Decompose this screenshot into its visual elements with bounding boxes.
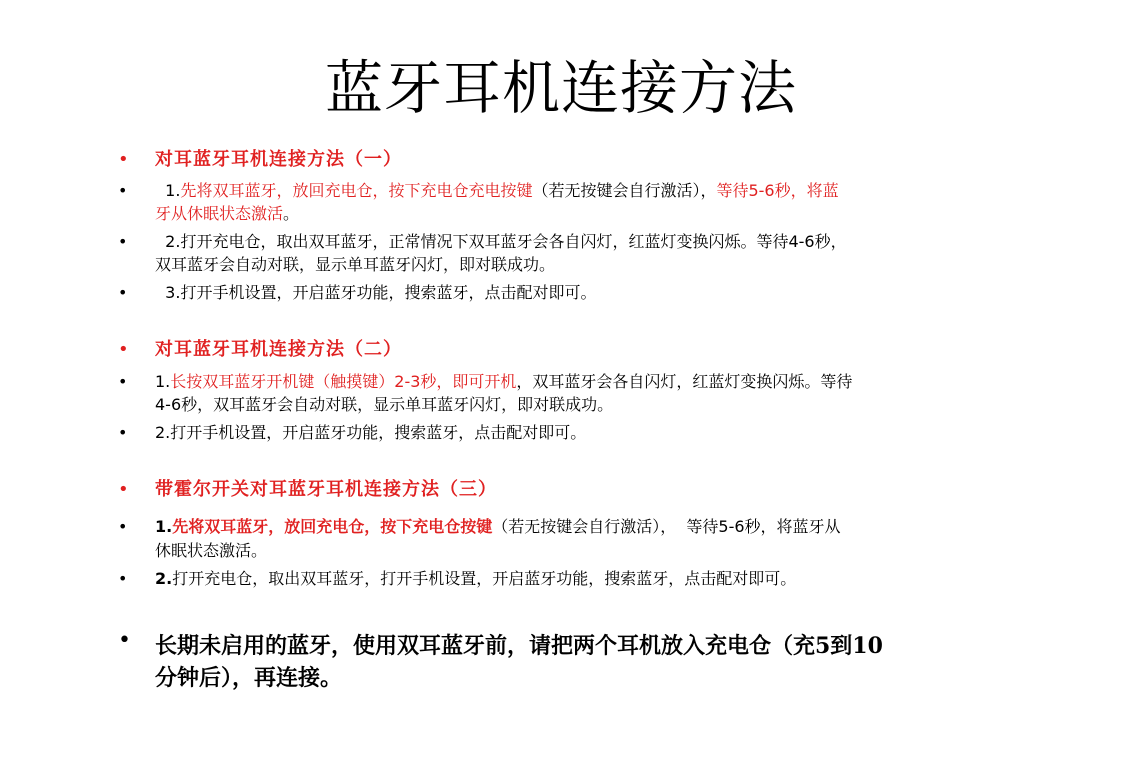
note-text: 长期未启用的蓝牙，使用双耳蓝牙前，请把两个耳机放入充电仓（充5到10	[155, 633, 883, 659]
bullet-icon: •	[118, 569, 128, 588]
step-text-highlight: 等待5-6秒，将蓝	[716, 181, 839, 200]
bullet-icon: •	[118, 479, 129, 500]
bullet-icon: •	[118, 517, 128, 536]
bullet-icon: •	[118, 372, 128, 391]
bullet-icon: •	[118, 232, 128, 251]
bullet-icon: •	[118, 149, 129, 170]
step-text: 2.打开充电仓，取出双耳蓝牙，正常情况下双耳蓝牙会各自闪灯，红蓝灯变换闪烁。等待4-6秒，	[155, 232, 847, 251]
bullet-icon: •	[118, 628, 131, 653]
bullet-icon: •	[118, 283, 128, 302]
bullet-icon: •	[118, 423, 128, 442]
section-2-heading: 对耳蓝牙耳机连接方法（二）	[155, 339, 402, 360]
step-text-highlight: 牙从休眠状态激活	[155, 204, 284, 223]
step-text: 休眠状态激活。	[155, 541, 268, 560]
bullet-icon: •	[118, 339, 129, 360]
step-number: 1.	[155, 517, 173, 536]
step-text-highlight: 先将双耳蓝牙，放回充电仓，按下充电仓按键	[172, 517, 493, 536]
step-text: （若无按键会自行激活），	[532, 181, 717, 200]
section-3-heading: 带霍尔开关对耳蓝牙耳机连接方法（三）	[155, 479, 497, 500]
step-text: 2.打开手机设置，开启蓝牙功能，搜索蓝牙，点击配对即可。	[155, 423, 587, 442]
step-text-highlight: 先将双耳蓝牙，放回充电仓，按下充电仓充电按键	[180, 181, 533, 200]
step-number: 1.	[155, 181, 181, 200]
step-text: 。	[283, 204, 300, 223]
step-text: 打开充电仓，取出双耳蓝牙，打开手机设置，开启蓝牙功能，搜索蓝牙，点击配对即可。	[172, 569, 797, 588]
step-number: 1.	[155, 372, 171, 391]
step-text: 双耳蓝牙会自动对联，显示单耳蓝牙闪灯，即对联成功。	[155, 255, 556, 274]
step-text-highlight: 长按双耳蓝牙开机键（触摸键）2-3秒，即可开机	[170, 372, 517, 391]
step-text: 4-6秒，双耳蓝牙会自动对联，显示单耳蓝牙闪灯，即对联成功。	[155, 395, 614, 414]
section-1-heading: 对耳蓝牙耳机连接方法（一）	[155, 149, 402, 170]
note-text: 分钟后），再连接。	[155, 665, 343, 691]
step-text: 3.打开手机设置，开启蓝牙功能，搜索蓝牙，点击配对即可。	[155, 283, 597, 302]
step-text: ，双耳蓝牙会各自闪灯，红蓝灯变换闪烁。等待	[516, 372, 853, 391]
page-title: 蓝牙耳机连接方法	[324, 54, 797, 122]
step-text: （若无按键会自行激活）， 等待5-6秒，将蓝牙从	[492, 517, 841, 536]
step-number: 2.	[155, 569, 173, 588]
bullet-icon: •	[118, 181, 128, 200]
